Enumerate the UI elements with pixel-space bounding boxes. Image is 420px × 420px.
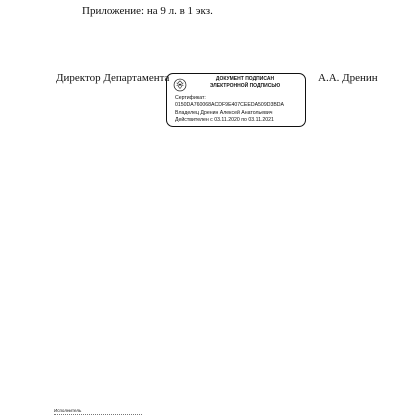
certificate-label: Сертификат: (175, 95, 206, 101)
signer-name: А.А. Дренин (318, 72, 378, 84)
stamp-title (189, 76, 301, 90)
certificate-number: 0150DA760068ACDF9E407CEEDA509D3BDA (175, 102, 285, 109)
appendix-note: Приложение: на 9 л. в 1 экз. (82, 5, 213, 17)
executor-label: Исполнитель (54, 408, 82, 413)
electronic-signature-stamp (166, 73, 306, 127)
stamp-details (175, 95, 302, 124)
coat-of-arms-icon (173, 78, 187, 92)
certificate-validity: Действителен с 03.11.2020 по 03.11.2021 (175, 116, 274, 123)
certificate-owner: Владелец Дренин Алексей Анатольевич (175, 109, 273, 116)
executor-details-line (54, 414, 142, 418)
signer-position: Директор Департамента (56, 72, 170, 84)
stamp-title-line2: ЭЛЕКТРОННОЙ ПОДПИСЬЮ (209, 83, 281, 89)
stamp-title-line1: ДОКУМЕНТ ПОДПИСАН (215, 76, 275, 82)
